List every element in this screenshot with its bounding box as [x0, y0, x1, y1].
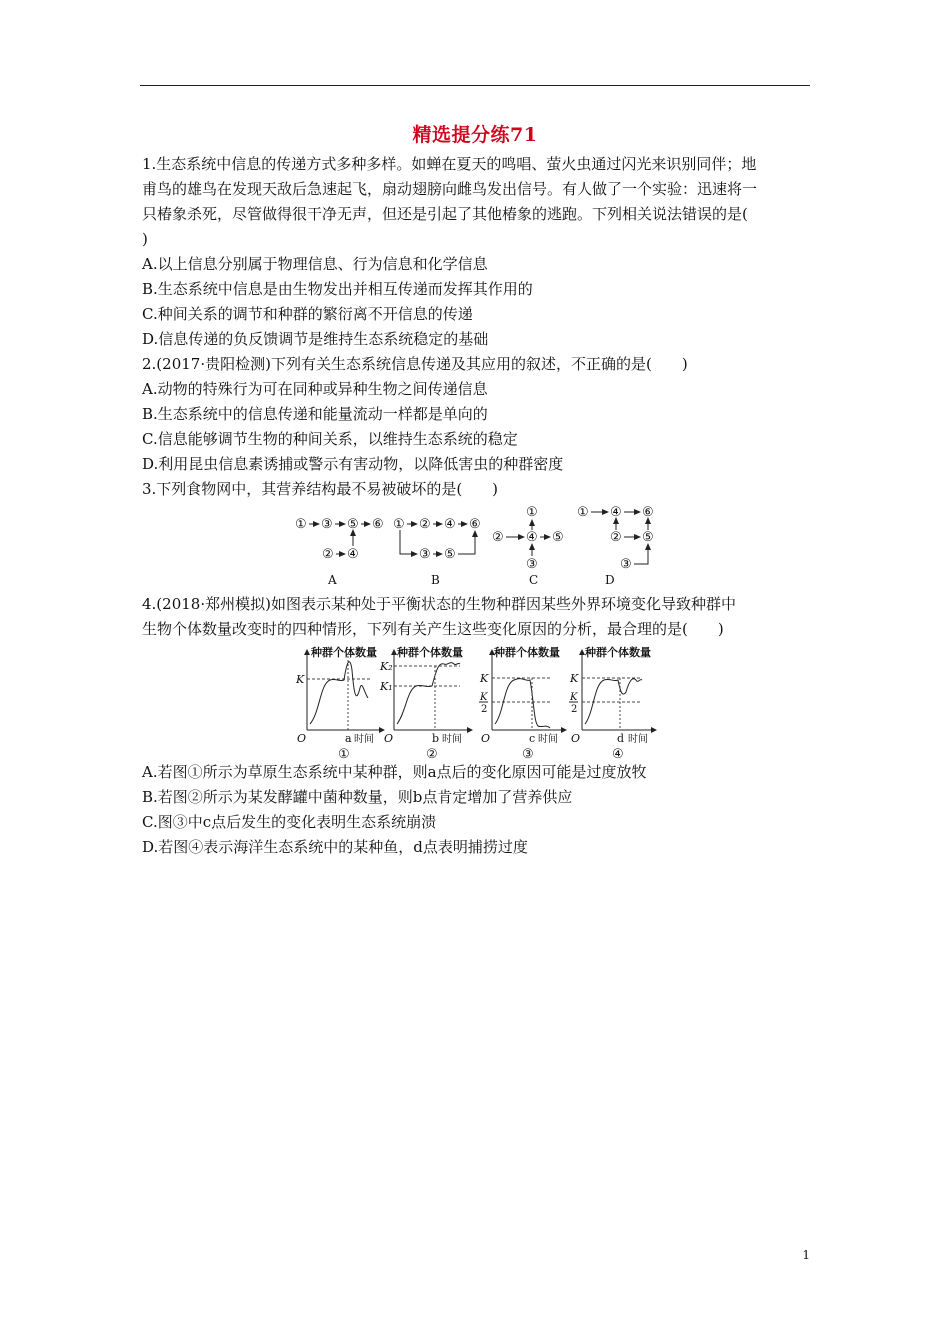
question-4	[142, 592, 810, 860]
node: ③	[321, 517, 333, 532]
q1-option-d: D.信息传递的负反馈调节是维持生态系统稳定的基础	[142, 330, 489, 348]
k-label: K	[296, 673, 305, 686]
k-half-denominator: 2	[481, 704, 488, 715]
graph-1	[295, 645, 384, 760]
q4-option-c: C.图③中c点后发生的变化表明生态系统崩溃	[142, 813, 437, 831]
y-axis-label: 种群个体数量	[494, 646, 560, 659]
food-web-d	[577, 505, 654, 587]
q4-option-b: B.若图②所示为某发酵罐中菌种数量，则b点肯定增加了营养供应	[142, 788, 573, 806]
arrow	[400, 530, 417, 554]
q4-population-graphs	[142, 642, 810, 760]
q2-stem: 2.(2017·贵阳检测)下列有关生态系统信息传递及其应用的叙述，不正确的是( )	[142, 355, 688, 373]
node: ②	[610, 530, 622, 545]
q2-option-a: A.动物的特殊行为可在同种或异种生物之间传递信息	[142, 380, 488, 398]
k-half-numerator: K	[480, 692, 488, 703]
event-point: b	[432, 732, 440, 745]
food-web-a	[295, 517, 384, 587]
node: ⑤	[642, 530, 654, 545]
node: ⑤	[347, 517, 359, 532]
q4-stem-line: 4.(2018·郑州模拟)如图表示某种处于平衡状态的生物种群因某些外界环境变化导致种群中	[142, 595, 736, 613]
k2-label: K₂	[380, 660, 393, 673]
node: ④	[610, 505, 622, 520]
event-point: a	[345, 732, 352, 745]
q1-stem-line: )	[142, 230, 148, 248]
k-half-numerator: K	[570, 692, 578, 703]
q2-option-b: B.生态系统中的信息传递和能量流动一样都是单向的	[142, 405, 488, 423]
q1-option-c: C.种间关系的调节和种群的繁衍离不开信息的传递	[142, 305, 473, 323]
graph-caption: ②	[426, 747, 438, 760]
q3-stem: 3.下列食物网中，其营养结构最不易被破坏的是( )	[142, 480, 499, 498]
node: ③	[419, 547, 431, 562]
arrow	[634, 544, 648, 564]
node: ④	[444, 517, 456, 532]
population-curve	[310, 662, 368, 724]
node: ⑤	[444, 547, 456, 562]
question-3	[142, 477, 810, 590]
q3-food-web-figure	[142, 502, 810, 590]
graph-caption: ③	[522, 747, 534, 760]
graph-4	[569, 645, 656, 760]
k-label: K	[570, 672, 579, 685]
event-point: d	[617, 732, 625, 745]
q1-stem-line: 只椿象杀死，尽管做得很干净无声，但还是引起了其他椿象的逃跑。下列相关说法错误的是(	[142, 205, 748, 223]
node: ③	[620, 557, 632, 572]
q1-option-b: B.生态系统中信息是由生物发出并相互传递而发挥其作用的	[142, 280, 533, 298]
node: ④	[347, 547, 359, 562]
page-number: 1	[802, 1248, 810, 1262]
y-axis-label: 种群个体数量	[311, 646, 377, 659]
q4-option-d: D.若图④表示海洋生态系统中的某种鱼，d点表明捕捞过度	[142, 838, 528, 856]
node: ②	[322, 547, 334, 562]
x-axis-label: 时间	[628, 734, 648, 745]
population-curve	[495, 679, 550, 728]
k-half-denominator: 2	[571, 704, 578, 715]
x-axis-label: 时间	[354, 734, 374, 745]
node: ②	[419, 517, 431, 532]
web-label-c: C	[529, 573, 539, 587]
y-axis-label: 种群个体数量	[397, 646, 463, 659]
x-axis-label: 时间	[442, 734, 462, 745]
node: ①	[577, 505, 589, 520]
origin-label: O	[384, 732, 394, 745]
q2-option-c: C.信息能够调节生物的种间关系，以维持生态系统的稳定	[142, 430, 518, 448]
graph-2	[379, 645, 472, 760]
k-label: K	[480, 672, 489, 685]
node: ⑥	[469, 517, 481, 532]
q2-option-d: D.利用昆虫信息素诱捕或警示有害动物，以降低害虫的种群密度	[142, 455, 564, 473]
top-rule	[140, 85, 810, 86]
node: ①	[393, 517, 405, 532]
graph-3	[479, 645, 566, 760]
q1-stem-line: 甫鸟的雄鸟在发现天敌后急速起飞，扇动翅膀向雌鸟发出信号。有人做了一个实验：迅速将一	[142, 180, 758, 198]
node: ⑥	[372, 517, 384, 532]
question-2	[142, 352, 810, 477]
k1-label: K₁	[380, 680, 393, 693]
population-curve	[585, 679, 642, 724]
origin-label: O	[571, 732, 581, 745]
origin-label: O	[481, 732, 491, 745]
q4-stem-line: 生物个体数量改变时的四种情形，下列有关产生这些变化原因的分析，最合理的是( )	[142, 620, 724, 638]
web-label-a: A	[328, 573, 337, 587]
graph-caption: ①	[338, 747, 350, 760]
node: ①	[526, 505, 538, 520]
origin-label: O	[297, 732, 307, 745]
x-axis-label: 时间	[538, 734, 558, 745]
food-web-c	[492, 505, 564, 587]
food-web-b	[393, 517, 481, 587]
graph-caption: ④	[612, 747, 624, 760]
event-point: c	[529, 732, 536, 745]
arrow	[458, 531, 475, 554]
question-1	[142, 152, 810, 352]
q1-option-a: A.以上信息分别属于物理信息、行为信息和化学信息	[142, 255, 488, 273]
node: ⑥	[642, 505, 654, 520]
node: ③	[526, 557, 538, 572]
population-curve	[397, 663, 460, 724]
node: ⑤	[552, 530, 564, 545]
document-body	[142, 152, 810, 860]
web-label-d: D	[605, 573, 615, 587]
node: ④	[526, 530, 538, 545]
page-title: 精选提分练71	[412, 124, 538, 146]
web-label-b: B	[431, 573, 440, 587]
q1-stem-line: 1.生态系统中信息的传递方式多种多样。如蝉在夏天的鸣唱、萤火虫通过闪光来识别同伴；地	[142, 155, 757, 173]
q4-option-a: A.若图①所示为草原生态系统中某种群，则a点后的变化原因可能是过度放牧	[142, 763, 647, 781]
node: ②	[492, 530, 504, 545]
y-axis-label: 种群个体数量	[585, 646, 651, 659]
node: ①	[295, 517, 307, 532]
